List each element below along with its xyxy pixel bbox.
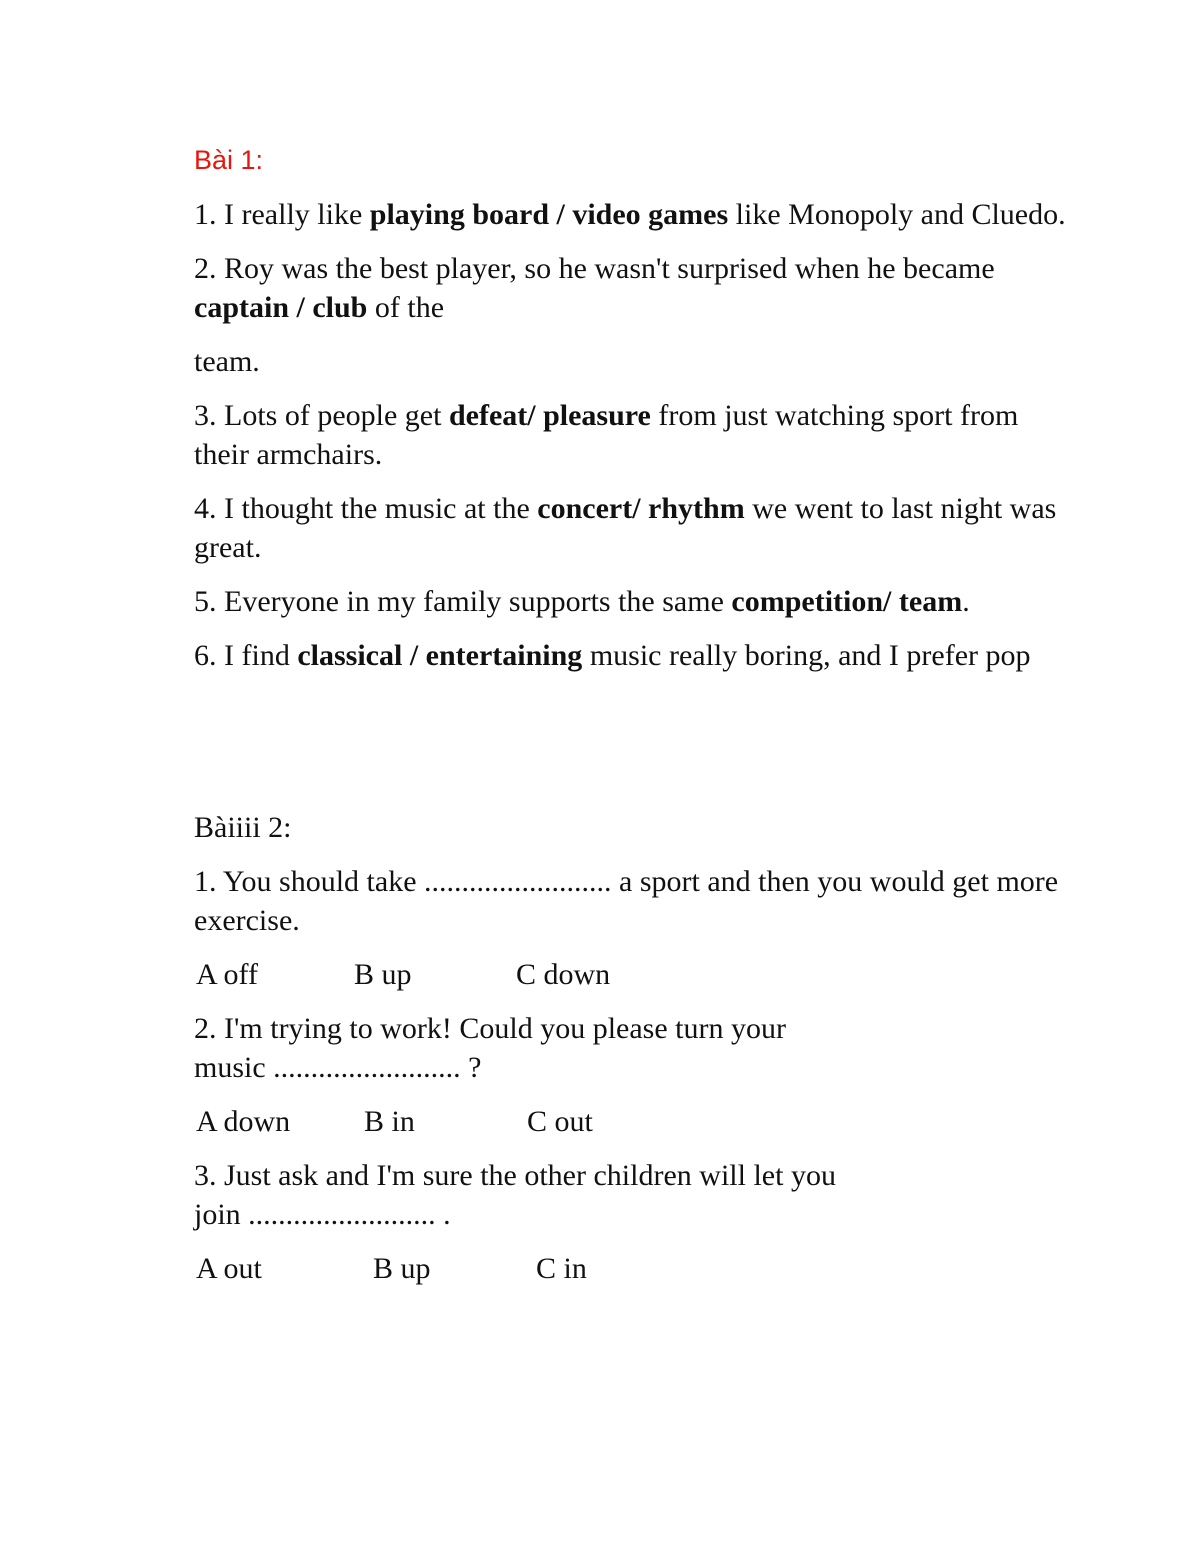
option-c: C out	[527, 1105, 593, 1138]
exercise-1-item-4: 4. I thought the music at the concert/ rhythm we went to last night was great.	[194, 492, 1057, 564]
exercise-2-question-2-options	[194, 1102, 1074, 1141]
exercise-1-item-2: 2. Roy was the best player, so he wasn't surprised when he became captain / club of the	[194, 252, 995, 324]
exercise-1-item-3: 3. Lots of people get defeat/ pleasure from just watching sport from their armchairs.	[194, 399, 1019, 471]
word-choice: competition/ team	[731, 585, 963, 618]
section-spacer	[194, 690, 1074, 808]
option-a: A out	[196, 1252, 262, 1285]
exercise-2-question-2: 2. I'm trying to work! Could you please turn your music ......................... ?	[194, 1012, 786, 1084]
option-b: B up	[354, 958, 412, 991]
option-a: A off	[196, 958, 258, 991]
exercise-2-question-3-options	[194, 1249, 1074, 1288]
exercise-2-question-1: 1. You should take ......................... a sport and then you would get more exercise.	[194, 865, 1059, 937]
word-choice: playing board / video games	[369, 198, 729, 231]
exercise-1-item-6: 6. I find classical / entertaining music really boring, and I prefer pop	[194, 639, 1031, 672]
option-c: C down	[516, 958, 611, 991]
word-choice: defeat/ pleasure	[448, 399, 651, 432]
word-choice: classical / entertaining	[297, 639, 583, 672]
document-content	[194, 140, 1074, 1303]
option-b: B in	[364, 1105, 415, 1138]
word-choice: captain / club	[194, 291, 368, 324]
exercise-2-question-3: 3. Just ask and I'm sure the other children will let you join ......................... .	[194, 1159, 836, 1231]
exercise-2-heading: Bàiiii 2:	[194, 811, 292, 844]
option-b: B up	[373, 1252, 431, 1285]
word-choice: concert/ rhythm	[537, 492, 745, 525]
exercise-2-question-1-options	[194, 955, 1074, 994]
exercise-1-heading: Bài 1:	[194, 145, 264, 175]
exercise-1-item-1: 1. I really like playing board / video games like Monopoly and Cluedo.	[194, 198, 1066, 231]
exercise-1-item-5: 5. Everyone in my family supports the same competition/ team.	[194, 585, 970, 618]
option-c: C in	[536, 1252, 587, 1285]
exercise-1-item-2-continuation: team.	[194, 345, 260, 378]
option-a: A down	[196, 1105, 291, 1138]
